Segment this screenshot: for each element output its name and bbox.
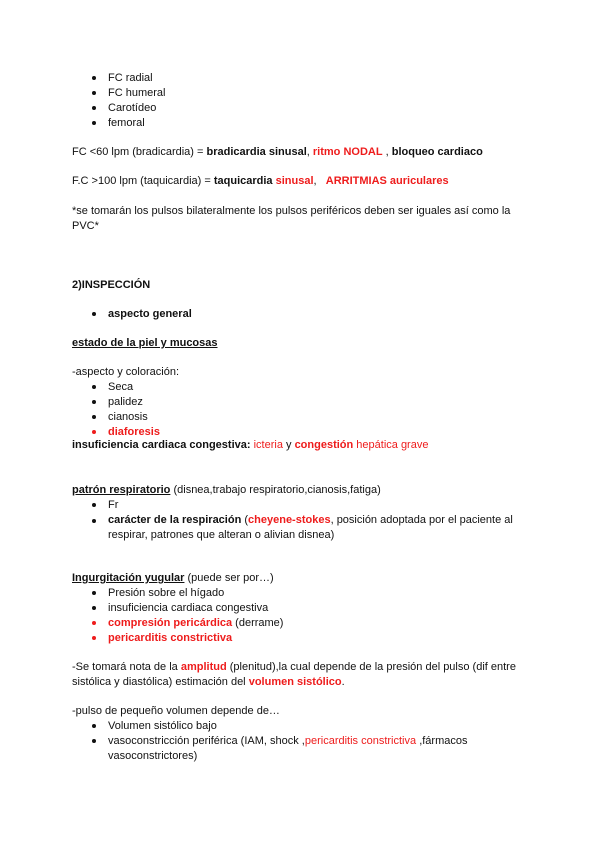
bullet: [92, 385, 96, 389]
section-heading: 2)INSPECCIÓN: [72, 279, 151, 291]
list-item: aspecto general: [108, 308, 192, 320]
bullet: [92, 400, 96, 404]
text: FC <60 lpm (bradicardia) =: [72, 146, 207, 158]
bullet: [92, 312, 96, 316]
note-line: PVC*: [72, 220, 99, 232]
respiratorio-line: [72, 483, 381, 498]
bradicardia-line: [72, 145, 483, 160]
highlight-text: amplitud: [180, 661, 227, 673]
bullet: [92, 106, 96, 110]
amplitud-line: [72, 675, 345, 690]
subsection-heading: patrón respiratorio: [72, 484, 171, 496]
bullet: [92, 606, 96, 610]
text: F.C >100 lpm (taquicardia) =: [72, 175, 214, 187]
bullet: [92, 91, 96, 95]
text: y: [286, 439, 292, 451]
bullet: [92, 121, 96, 125]
text: (: [244, 514, 249, 526]
highlight-text: ritmo NODAL: [312, 146, 383, 158]
list-item-continuation: respirar, patrones que alteran o alivian disnea): [108, 529, 335, 541]
list-item: [108, 616, 283, 631]
text: .: [341, 676, 345, 688]
list-item: [108, 513, 513, 528]
list-item: insuficiencia cardiaca congestiva: [108, 602, 269, 614]
list-item: palidez: [108, 396, 143, 408]
highlight-text: icteria: [253, 439, 283, 451]
list-item: Presión sobre el hígado: [108, 587, 225, 599]
bold-text: insuficiencia cardiaca congestiva:: [72, 439, 251, 451]
text: vasoconstricción periférica (IAM, shock ,: [108, 735, 305, 747]
bullet: [92, 430, 96, 434]
text: (puede ser por…): [187, 572, 274, 584]
bullet: [92, 739, 96, 743]
list-item: [108, 734, 467, 749]
list-item: cianosis: [108, 411, 148, 423]
bullet: [92, 503, 96, 507]
note-line: *se tomarán los pulsos bilateralmente los pulsos periféricos deben ser iguales así como la: [72, 205, 511, 217]
text: ,: [313, 175, 317, 187]
paragraph: -aspecto y coloración:: [72, 366, 179, 378]
taquicardia-line: [72, 174, 449, 189]
text: (derrame): [235, 617, 284, 629]
bullet: [92, 724, 96, 728]
list-item-continuation: vasoconstrictores): [108, 750, 198, 762]
bullet: [92, 621, 96, 625]
list-item: FC radial: [108, 72, 153, 84]
bullet: [92, 415, 96, 419]
text: , posición adoptada por el paciente al: [330, 514, 513, 526]
highlight-text: sinusal: [275, 175, 314, 187]
list-item: Seca: [108, 381, 134, 393]
bullet: [92, 636, 96, 640]
list-item: pericarditis constrictiva: [108, 632, 233, 644]
list-item: FC humeral: [108, 87, 166, 99]
highlight-text: volumen sistólico: [248, 676, 342, 688]
bullet: [92, 591, 96, 595]
bold-text: taquicardia: [213, 175, 273, 187]
paragraph: -pulso de pequeño volumen depende de…: [72, 705, 280, 717]
text: (disnea,trabajo respiratorio,cianosis,fatiga): [173, 484, 381, 496]
list-item: Volumen sistólico bajo: [108, 720, 217, 732]
text: ,: [382, 146, 392, 158]
bullet: [92, 76, 96, 80]
text: ,fármacos: [419, 735, 468, 747]
highlight-text: congestión: [294, 439, 354, 451]
list-item: Carotídeo: [108, 102, 157, 114]
list-item: diaforesis: [108, 426, 160, 438]
list-item: Fr: [108, 499, 119, 511]
icc-line: [72, 438, 428, 453]
amplitud-line: [72, 660, 516, 675]
yugular-line: [72, 571, 274, 586]
text: (plenitud),la cual depende de la presión del pulso (dif entre: [229, 661, 516, 673]
bold-text: bloqueo cardiaco: [391, 146, 483, 158]
highlight-text: cheyene-stokes: [248, 514, 331, 526]
bullet: [92, 519, 96, 523]
highlight-text: pericarditis constrictiva: [304, 735, 417, 747]
list-item: femoral: [108, 117, 145, 129]
bold-text: bradicardia sinusal: [206, 146, 307, 158]
subsection-heading: estado de la piel y mucosas: [72, 337, 218, 349]
text: -Se tomará nota de la: [72, 661, 178, 673]
bold-text: carácter de la respiración: [108, 514, 242, 526]
highlight-text: ARRITMIAS auriculares: [325, 175, 449, 187]
subsection-heading: Ingurgitación yugular: [72, 572, 185, 584]
text: sistólica y diastólica) estimación del: [72, 676, 246, 688]
highlight-text: compresión pericárdica: [108, 617, 233, 629]
text: ,: [306, 146, 313, 158]
highlight-text: hepática grave: [356, 439, 429, 451]
